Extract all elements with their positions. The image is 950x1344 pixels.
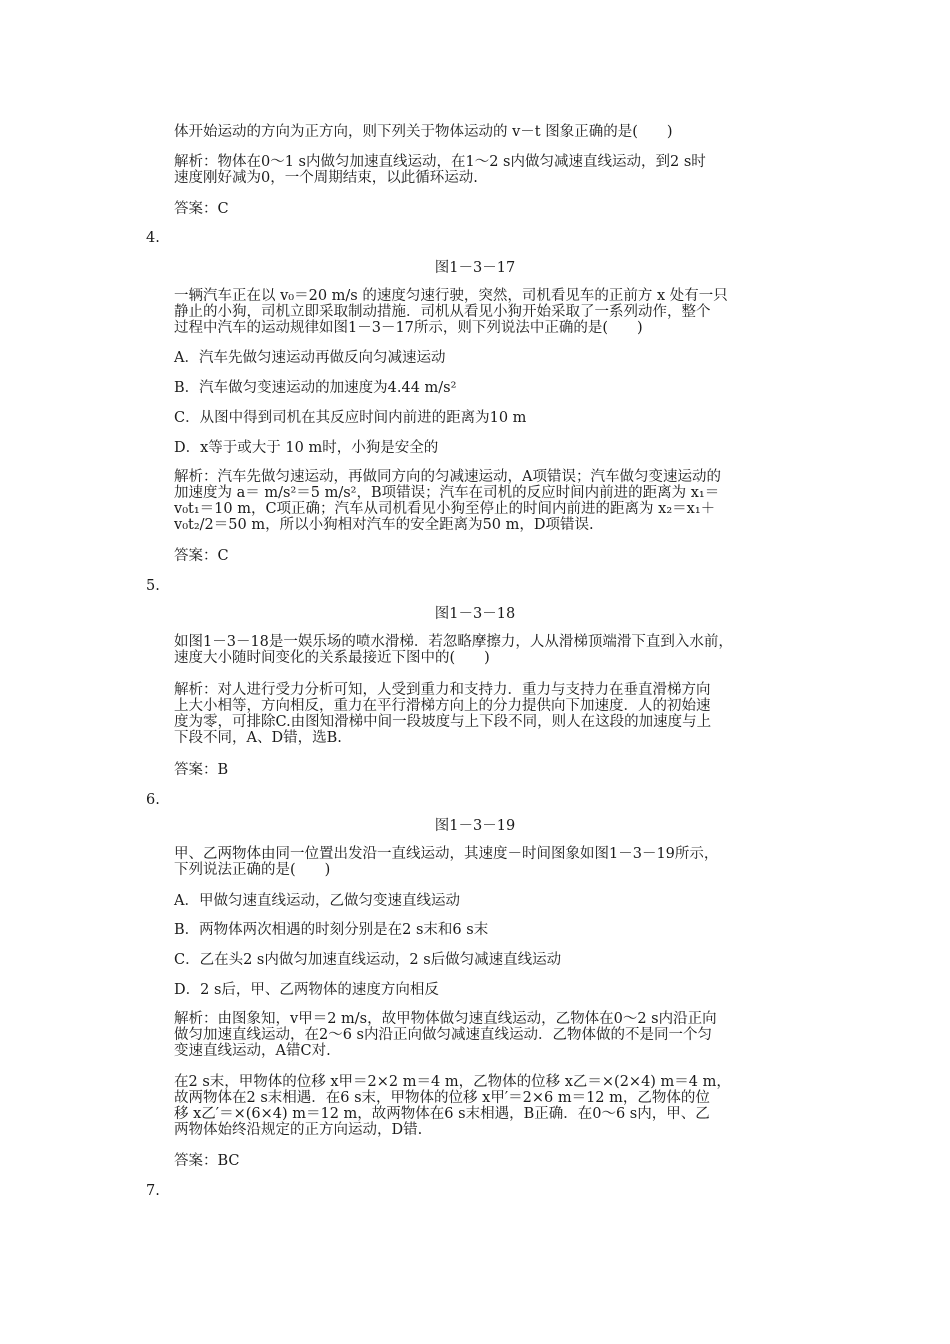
q6-analysis-line: 变速直线运动，A错C对. (174, 1043, 331, 1059)
q4-stem (174, 288, 808, 336)
q6-stem-line: 下列说法正确的是( ) (174, 862, 331, 878)
q4-option-d: D．x等于或大于 10 m时，小狗是安全的 (174, 440, 439, 456)
q6-analysis-line: 移 x乙′＝×(6×4) m＝12 m，故两物体在6 s末相遇，B正确．在0～6 s内，甲、乙 (174, 1106, 710, 1122)
q3-analysis-line: 速度刚好减为0，一个周期结束，以此循环运动. (174, 170, 478, 186)
q6-option-d: D．2 s后，甲、乙两物体的速度方向相反 (174, 982, 439, 998)
q4-analysis-line: v₀t₁＝10 m，C项正确；汽车从司机看见小狗至停止的时间内前进的距离为 x₂＝x₁＋ (174, 501, 716, 517)
q6-stem (174, 846, 808, 878)
q6-option-a: A．甲做匀速直线运动，乙做匀变速直线运动 (174, 893, 460, 909)
q4-number: 4. (146, 230, 160, 246)
q5-answer: 答案：B (174, 762, 229, 778)
q6-analysis-line: 解析：由图象知，v甲＝2 m/s，故甲物体做匀速直线运动，乙物体在0～2 s内沿正向 (174, 1011, 717, 1027)
q5-figure-caption: 图1－3－18 (434, 606, 516, 622)
q6-answer: 答案：BC (174, 1153, 240, 1169)
q6-stem-line: 甲、乙两物体由同一位置出发沿一直线运动，其速度－时间图象如图1－3－19所示， (174, 846, 719, 862)
q5-analysis-line: 下段不同，A、D错，选B. (174, 730, 342, 746)
q6-analysis (174, 1011, 808, 1059)
q5-analysis-line: 解析：对人进行受力分析可知，人受到重力和支持力．重力与支持力在垂直滑梯方向 (174, 682, 711, 698)
q5-stem (174, 634, 808, 666)
q5-stem-line: 速度大小随时间变化的关系最接近下图中的( ) (174, 650, 490, 666)
q4-stem-line: 静止的小狗，司机立即采取制动措施．司机从看见小狗开始采取了一系列动作，整个 (174, 304, 711, 320)
q3-answer: 答案：C (174, 201, 229, 217)
q4-analysis-line: 解析：汽车先做匀速运动，再做同方向的匀减速运动，A项错误；汽车做匀变速运动的 (174, 469, 721, 485)
q6-analysis-line: 做匀加速直线运动，在2～6 s内沿正向做匀减速直线运动．乙物体做的不是同一个匀 (174, 1027, 712, 1043)
q4-analysis-line: v₀t₂/2＝50 m，所以小狗相对汽车的安全距离为50 m，D项错误. (174, 517, 594, 533)
q6-option-b: B．两物体两次相遇的时刻分别是在2 s末和6 s末 (174, 922, 489, 938)
q5-analysis-line: 上大小相等，方向相反，重力在平行滑梯方向上的分力提供向下加速度．人的初始速 (174, 698, 711, 714)
q4-option-b: B．汽车做匀变速运动的加速度为4.44 m/s² (174, 380, 457, 396)
q3-analysis (174, 154, 808, 186)
q6-analysis-line: 两物体始终沿规定的正方向运动，D错. (174, 1122, 423, 1138)
q4-analysis (174, 469, 808, 533)
q3-analysis-line: 解析：物体在0～1 s内做匀加速直线运动，在1～2 s内做匀减速直线运动，到2 s时 (174, 154, 706, 170)
q6-analysis-line: 在2 s末，甲物体的位移 x甲＝2×2 m＝4 m，乙物体的位移 x乙＝×(2×4) m＝4 m， (174, 1074, 731, 1090)
q6-option-c: C．乙在头2 s内做匀加速直线运动，2 s后做匀减速直线运动 (174, 952, 562, 968)
q7-number: 7. (146, 1183, 160, 1199)
q4-stem-line: 一辆汽车正在以 v₀＝20 m/s 的速度匀速行驶，突然，司机看见车的正前方 x 处有一只 (174, 288, 728, 304)
q5-analysis-line: 度为零，可排除C.由图知滑梯中间一段坡度与上下段不同，则人在这段的加速度与上 (174, 714, 712, 730)
q6-number: 6. (146, 792, 160, 808)
q5-stem-line: 如图1－3－18是一娱乐场的喷水滑梯．若忽略摩擦力，人从滑梯顶端滑下直到入水前， (174, 634, 733, 650)
q5-analysis (174, 682, 808, 746)
q6-analysis-line: 故两物体在2 s末相遇．在6 s末，甲物体的位移 x甲′＝2×6 m＝12 m，乙物体的位 (174, 1090, 710, 1106)
q6-figure-caption: 图1－3－19 (434, 818, 516, 834)
q4-answer: 答案：C (174, 548, 229, 564)
q4-figure-caption: 图1－3－17 (434, 260, 516, 276)
q4-analysis-line: 加速度为 a＝ m/s²＝5 m/s²，B项错误；汽车在司机的反应时间内前进的距离为 x₁＝ (174, 485, 720, 501)
q5-number: 5. (146, 578, 160, 594)
q4-option-a: A．汽车先做匀速运动再做反向匀减速运动 (174, 350, 446, 366)
q4-option-c: C．从图中得到司机在其反应时间内前进的距离为10 m (174, 410, 527, 426)
q6-analysis-continued (174, 1074, 808, 1138)
q4-stem-line: 过程中汽车的运动规律如图1－3－17所示，则下列说法中正确的是( ) (174, 320, 643, 336)
q3-stem-tail: 体开始运动的方向为正方向，则下列关于物体运动的 v－t 图象正确的是( ) (174, 124, 673, 140)
